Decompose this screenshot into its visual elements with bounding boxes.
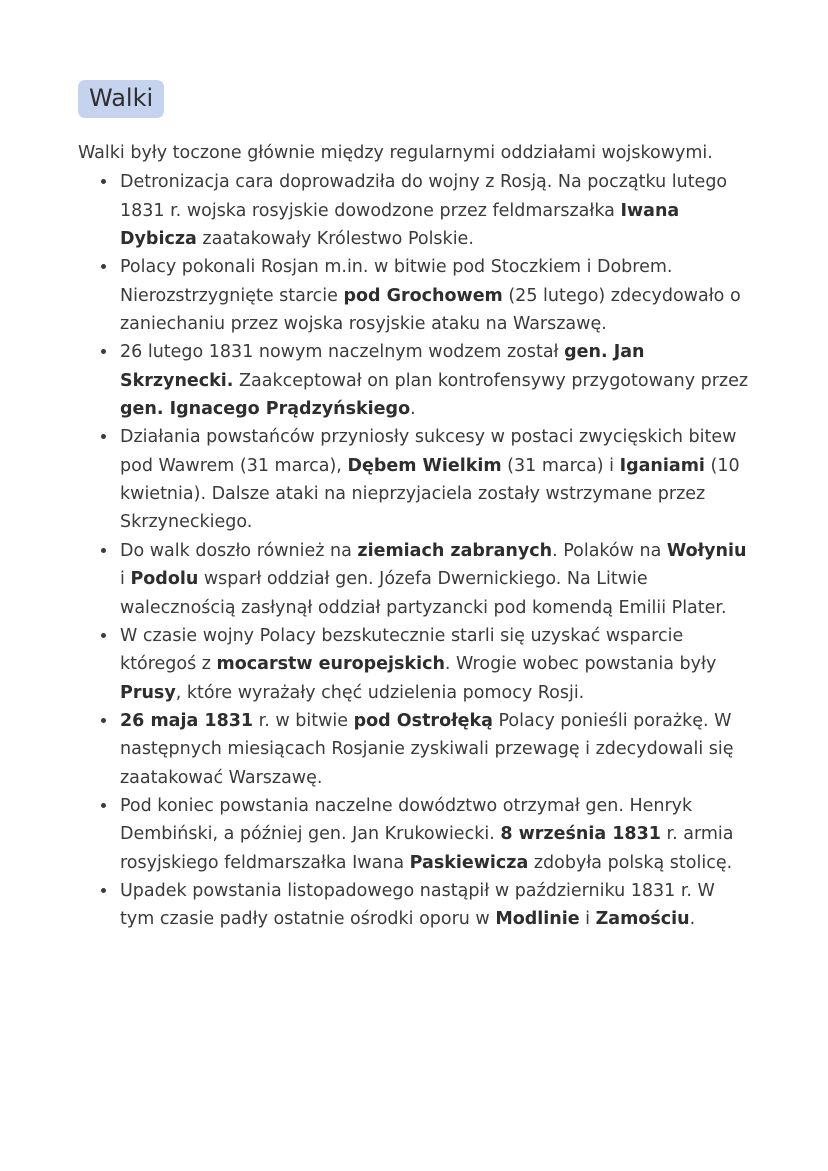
text-segment: W czasie wojny Polacy bezskutecznie starli się uzyskać wsparcie któregoś z [120, 625, 684, 675]
text-segment: i [579, 909, 596, 930]
list-item [118, 423, 752, 536]
list-item [118, 253, 752, 338]
bold-text-segment: Prusy [120, 682, 176, 703]
text-segment: Do walk doszło również na [120, 540, 358, 561]
bold-text-segment: pod Ostrołęką [353, 710, 493, 731]
bold-text-segment: Podolu [130, 569, 199, 590]
text-segment: Polacy ponieśli porażkę. W następnych miesiącach Rosjanie zyskiwali przewagę i zdecydowali się zaatakować Warszawę. [120, 710, 734, 788]
bold-text-segment: 26 maja 1831 [120, 710, 254, 731]
page-title: Walki [78, 80, 164, 118]
bold-text-segment: Zamościu [595, 909, 690, 930]
list-item [118, 168, 752, 253]
list-item [118, 338, 752, 423]
bold-text-segment: 8 września 1831 [500, 824, 661, 845]
text-segment: . [689, 909, 696, 930]
text-segment: zdobyła polską stolicę. [528, 852, 733, 873]
list-item [118, 877, 752, 934]
text-segment: Zaakceptował on plan kontrofensywy przygotowany przez [233, 370, 749, 391]
text-segment: wsparł oddział gen. Józefa Dwernickiego. Na Litwie walecznością zasłynął oddział partyzancki pod komendą Emilii Plater. [120, 569, 727, 618]
text-segment: Polacy pokonali Rosjan m.in. w bitwie pod Stoczkiem i Dobrem. Nierozstrzygnięte starcie [120, 257, 673, 306]
bold-text-segment: gen. Ignacego Prądzyńskiego [120, 399, 411, 420]
notes-list [78, 168, 752, 933]
text-segment: Upadek powstania listopadowego nastąpił w październiku 1831 r. W tym czasie padły ostatnie ośrodki oporu w [120, 880, 715, 930]
list-item [118, 792, 752, 877]
text-segment: r. w bitwie [253, 710, 354, 731]
bold-text-segment: pod Grochowem [343, 285, 503, 306]
text-segment: i [120, 569, 131, 590]
text-segment: , które wyrażały chęć udzielenia pomocy Rosji. [175, 682, 585, 703]
text-segment: . Wrogie wobec powstania były [444, 654, 717, 675]
list-item [118, 622, 752, 707]
text-segment: . Polaków na [552, 540, 667, 561]
bold-text-segment: Dębem Wielkim [347, 455, 502, 476]
text-segment: Detronizacja cara doprowadziła do wojny z Rosją. Na początku lutego 1831 r. wojska rosyjskie dowodzone przez feldmarszałka [120, 172, 728, 221]
bold-text-segment: mocarstw europejskich [216, 654, 445, 675]
text-segment: 26 lutego 1831 nowym naczelnym wodzem został [120, 342, 565, 363]
text-segment: r. armia rosyjskiego feldmarszałka Iwana [120, 824, 734, 873]
bold-text-segment: ziemiach zabranych [357, 540, 553, 561]
text-segment: (25 lutego) zdecydowało o zaniechaniu przez wojska rosyjskie ataku na Warszawę. [120, 285, 741, 335]
text-segment: Działania powstańców przyniosły sukcesy w postaci zwycięskich bitew pod Wawrem (31 marca), [120, 427, 737, 476]
text-segment: zaatakowały Królestwo Polskie. [196, 229, 474, 250]
bold-text-segment: Paskiewicza [409, 852, 529, 873]
text-segment: (10 kwietnia). Dalsze ataki na nieprzyjaciela zostały wstrzymane przez Skrzyneckiego. [120, 455, 740, 533]
list-item [118, 707, 752, 792]
bold-text-segment: gen. Jan Skrzynecki. [120, 342, 645, 391]
bold-text-segment: Wołyniu [666, 540, 747, 561]
bold-text-segment: Iganiami [619, 455, 705, 476]
list-item [118, 537, 752, 622]
text-segment: (31 marca) i [501, 455, 620, 476]
bold-text-segment: Iwana Dybicza [120, 200, 680, 250]
intro-paragraph: Walki były toczone głównie między regularnymi oddziałami wojskowymi. [78, 143, 713, 163]
text-segment: . [410, 399, 416, 420]
text-segment: Pod koniec powstania naczelne dowództwo otrzymał gen. Henryk Dembiński, a później gen. Jan Krukowiecki. [120, 795, 693, 845]
bold-text-segment: Modlinie [495, 909, 580, 930]
